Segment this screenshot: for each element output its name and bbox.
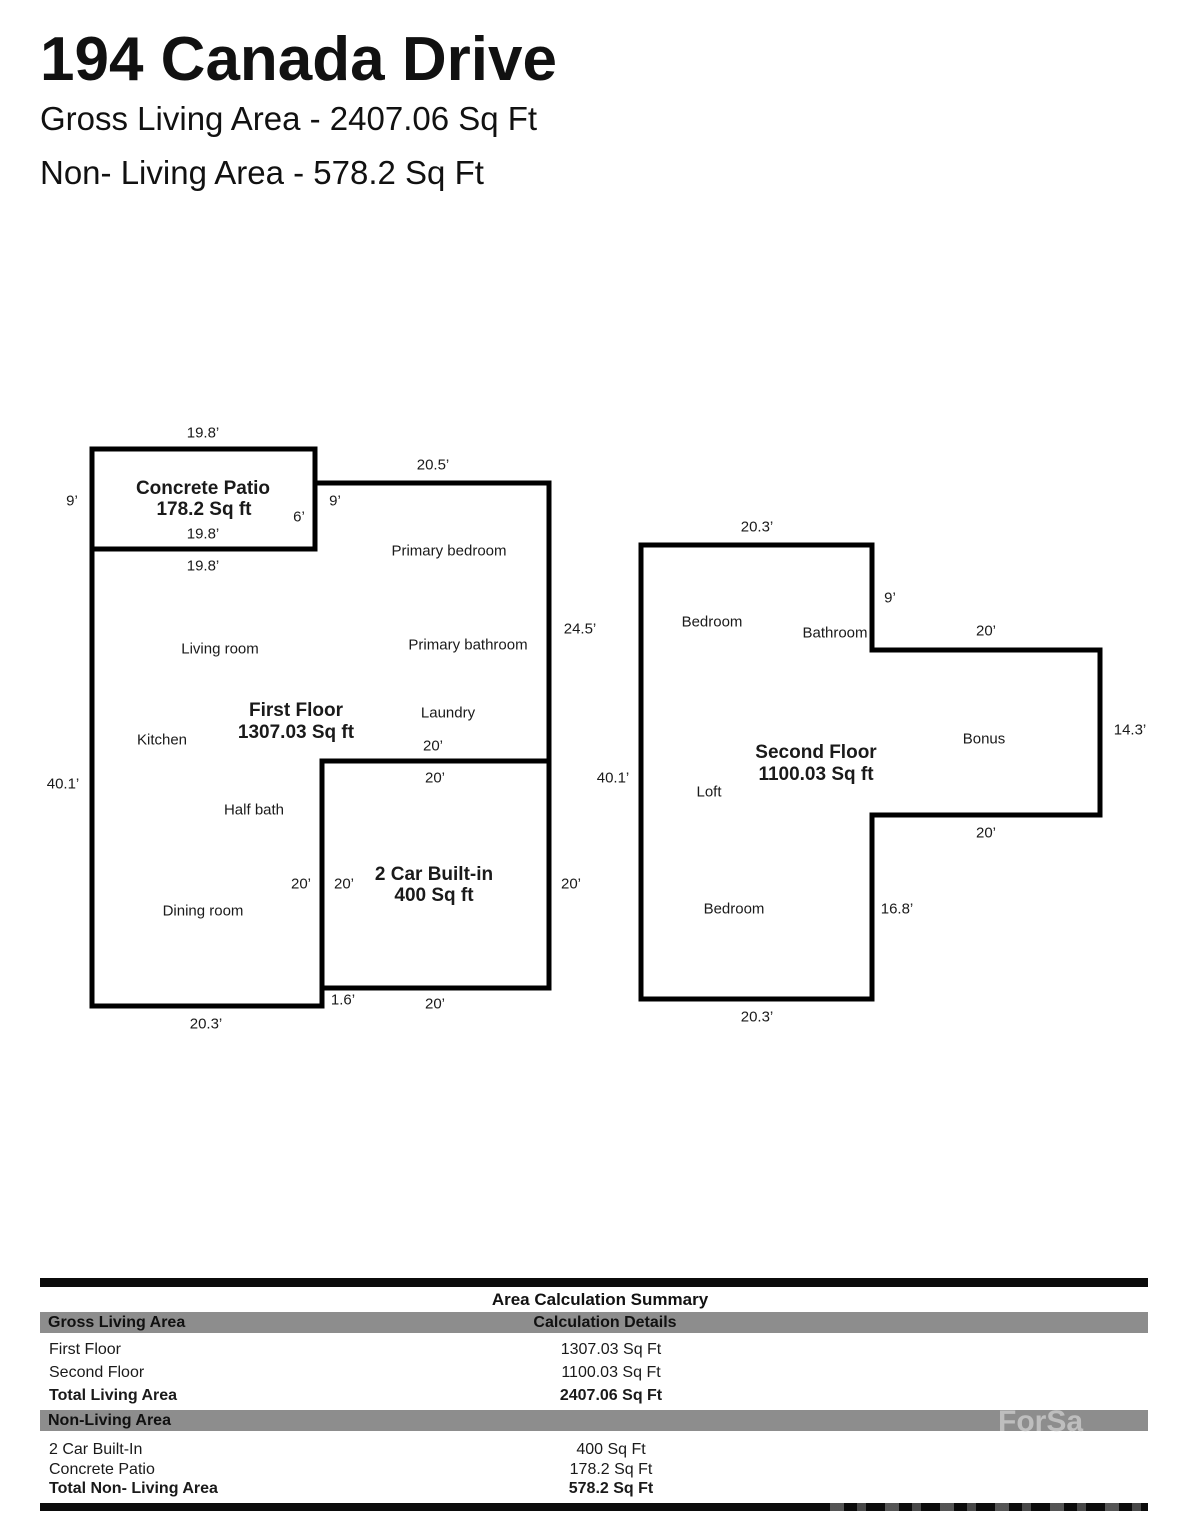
primary-bathroom-label: Primary bathroom [408, 636, 528, 654]
page-title: 194 Canada Drive [40, 25, 557, 94]
row-value: 2407.06 Sq Ft [559, 1387, 663, 1404]
garage-top-dimension: 20’ [424, 769, 446, 787]
row-label: Total Non- Living Area [49, 1480, 218, 1497]
bonus-right-dimension: 14.3’ [1113, 721, 1147, 739]
row-label: Total Living Area [49, 1387, 178, 1404]
watermark-container [960, 1409, 1148, 1432]
row-label: Second Floor [49, 1364, 145, 1381]
patio-left-dimension: 9’ [66, 492, 78, 510]
garage-step-dimension: 1.6’ [330, 991, 356, 1009]
first-floor-area-label: 1307.03 Sq ft [237, 722, 355, 743]
first-floor-right-dimension: 24.5’ [563, 620, 597, 638]
gross-living-area-header-row [40, 1312, 1148, 1333]
table-top-bar [40, 1278, 1148, 1287]
garage-left-dimension: 20’ [333, 875, 355, 893]
bathroom-step-dimension: 9’ [884, 589, 896, 607]
laundry-label: Laundry [420, 704, 476, 722]
watermark-text: ForSa [998, 1409, 1084, 1432]
patio-step-dimension: 6’ [293, 508, 305, 526]
primary-bedroom-label: Primary bedroom [391, 542, 507, 560]
first-floor-left-dimension: 40.1’ [46, 775, 80, 793]
area-calculation-summary-table [40, 1278, 1148, 1511]
row-value: 178.2 Sq Ft [569, 1461, 653, 1478]
patio-name-label: Concrete Patio [135, 478, 271, 499]
table-row-total-living-area [40, 1385, 1148, 1407]
patio-inner-dimension: 19.8’ [186, 525, 220, 543]
table-row-total-non-living-area [40, 1478, 1148, 1500]
first-floor-top-step-dimension: 9’ [329, 492, 341, 510]
non-living-area-subtitle: Non- Living Area - 578.2 Sq Ft [40, 154, 484, 191]
garage-name-label: 2 Car Built-in [374, 864, 494, 885]
patio-top-dimension: 19.8’ [186, 424, 220, 442]
half-bath-label: Half bath [223, 801, 285, 819]
garage-right-dimension: 20’ [560, 875, 582, 893]
second-floor-bottom-dimension: 20.3’ [740, 1008, 774, 1026]
kitchen-label: Kitchen [136, 731, 188, 749]
bonus-bottom-dimension: 20’ [975, 824, 997, 842]
row-value: 400 Sq Ft [576, 1441, 646, 1458]
second-floor-name-label: Second Floor [755, 742, 877, 763]
row-value: 1307.03 Sq Ft [560, 1341, 662, 1358]
loft-label: Loft [696, 783, 722, 801]
first-floor-bottom-dimension: 20.3’ [189, 1015, 223, 1033]
laundry-width-dimension: 20’ [422, 737, 444, 755]
table-title: Area Calculation Summary [491, 1290, 709, 1309]
first-floor-name-label: First Floor [249, 700, 343, 721]
table-row-first-floor [40, 1339, 1148, 1361]
bedroom-upper-label: Bedroom [681, 613, 743, 631]
table-row-second-floor [40, 1362, 1148, 1384]
lower-right-dimension: 16.8’ [880, 900, 914, 918]
bonus-top-dimension: 20’ [975, 622, 997, 640]
calculation-details-header: Calculation Details [533, 1314, 677, 1331]
bathroom-label: Bathroom [802, 624, 868, 642]
dining-side-dimension: 20’ [290, 875, 312, 893]
second-floor-area-label: 1100.03 Sq ft [758, 764, 874, 785]
first-floor-top-dimension: 20.5’ [416, 456, 450, 474]
row-label: First Floor [49, 1341, 121, 1358]
below-patio-dimension: 19.8’ [186, 557, 220, 575]
dining-room-label: Dining room [162, 902, 244, 920]
row-value: 1100.03 Sq Ft [561, 1364, 661, 1381]
row-label: Concrete Patio [49, 1461, 155, 1478]
patio-area-label: 178.2 Sq ft [156, 499, 252, 520]
table-row-garage [40, 1439, 1148, 1461]
gross-living-area-subtitle: Gross Living Area - 2407.06 Sq Ft [40, 100, 538, 137]
living-room-label: Living room [181, 640, 259, 658]
bonus-label: Bonus [962, 730, 1006, 748]
row-label: 2 Car Built-In [49, 1441, 143, 1458]
watermark-smudge [830, 1502, 1148, 1511]
garage-bottom-dimension: 20’ [424, 995, 446, 1013]
garage-area-label: 400 Sq ft [394, 885, 474, 906]
gross-living-area-header: Gross Living Area [48, 1314, 186, 1331]
second-floor-left-dimension: 40.1’ [596, 769, 630, 787]
second-floor-top-dimension: 20.3’ [740, 518, 774, 536]
row-value: 578.2 Sq Ft [568, 1480, 654, 1497]
bedroom-lower-label: Bedroom [703, 900, 765, 918]
non-living-area-header: Non-Living Area [48, 1412, 171, 1429]
